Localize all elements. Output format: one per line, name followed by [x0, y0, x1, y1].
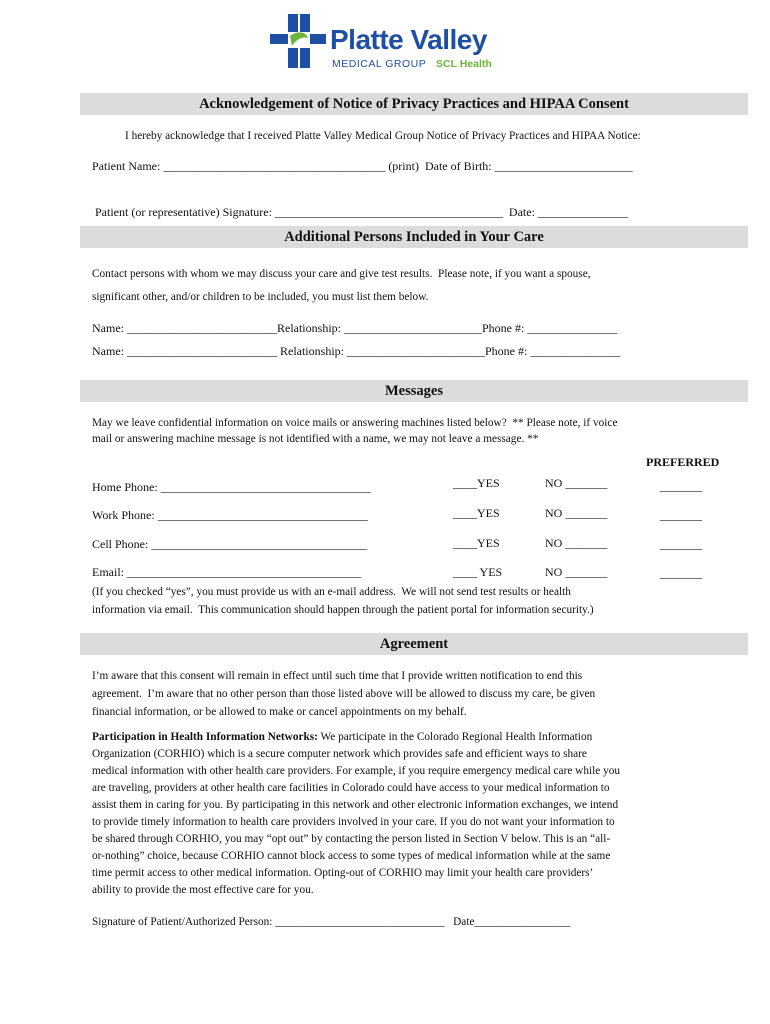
cell-phone-field[interactable]: Cell Phone: ____________________________________ [92, 537, 368, 551]
home-phone-preferred[interactable]: _______ [660, 479, 702, 493]
messages-question-2: mail or answering machine message is not identified with a name, we may not leave a message. ** [92, 433, 539, 445]
agreement-line: I’m aware that this consent will remain in effect until such time that I provide written notification to end this [92, 670, 583, 682]
hin-line: are traveling, providers at other health care facilities in Colorado could have access to your medical information to [92, 782, 610, 794]
work-phone-yes[interactable]: ____YES [453, 506, 500, 520]
logo [268, 12, 508, 72]
ack-statement: I hereby acknowledge that I received Platte Valley Medical Group Notice of Privacy Practices and HIPAA Notice: [125, 130, 641, 142]
cell-phone-no[interactable]: NO _______ [545, 536, 608, 550]
patient-signature-field[interactable]: Patient (or representative) Signature: ______________________________________ Date: _______________ [95, 205, 628, 219]
contact-person-row[interactable]: Name: _________________________Relationship: _______________________Phone #: _______________ [92, 321, 618, 335]
cross-logo-icon [268, 12, 328, 70]
brand-sub: SCL Health [436, 58, 492, 70]
brand-name: Platte Valley [330, 24, 487, 55]
agreement-line: agreement. I’m aware that no other person than those listed above will be allowed to discuss my care, be given [92, 688, 596, 700]
hin-line: assist them in caring for you. By participating in this network and other electronic information exchanges, we intend [92, 799, 619, 811]
hin-line: Organization (CORHIO) which is a secure computer network which provides safe and efficient ways to share [92, 748, 587, 760]
patient-name-field[interactable]: Patient Name: _____________________________________ (print) Date of Birth: _______________________ [92, 159, 633, 173]
work-phone-no[interactable]: NO _______ [545, 506, 608, 520]
brand-group: MEDICAL GROUP [332, 58, 427, 70]
hin-line: or-nothing” choice, because CORHIO cannot block access to some types of medical information while at the same [92, 850, 611, 862]
contact-person-row[interactable]: Name: _________________________ Relationship: _______________________Phone #: _______________ [92, 344, 621, 358]
work-phone-field[interactable]: Work Phone: ___________________________________ [92, 508, 368, 522]
messages-question-1: May we leave confidential information on voice mails or answering machines listed below? ** Please note, if voice [92, 417, 618, 429]
agreement-line: financial information, or be allowed to make or cancel appointments on my behalf. [92, 706, 467, 718]
cell-phone-yes[interactable]: ____YES [453, 536, 500, 550]
persons-intro-2: significant other, and/or children to be included, you must list them below. [92, 291, 429, 303]
email-field[interactable]: Email: _______________________________________ [92, 565, 361, 579]
persons-title: Additional Persons Included in Your Care [80, 226, 748, 248]
email-preferred[interactable]: _______ [660, 566, 702, 580]
home-phone-no[interactable]: NO _______ [545, 476, 608, 490]
work-phone-preferred[interactable]: _______ [660, 508, 702, 522]
agreement-title: Agreement [80, 633, 748, 655]
home-phone-field[interactable]: Home Phone: ___________________________________ [92, 480, 371, 494]
email-yes[interactable]: ____ YES [453, 565, 503, 579]
preferred-header: PREFERRED [646, 455, 720, 469]
hin-heading: Participation in Health Information Networks: [92, 731, 318, 743]
home-phone-yes[interactable]: ____YES [453, 476, 500, 490]
email-note-2: information via email. This communication should happen through the patient portal for information security.) [92, 604, 594, 616]
cell-phone-preferred[interactable]: _______ [660, 537, 702, 551]
hin-line: to provide timely information to health care providers involved in your care. If you do not want your information to [92, 816, 615, 828]
hin-first-text: We participate in the Colorado Regional Health Information [317, 731, 593, 743]
hin-first-line [92, 731, 592, 743]
hin-line: medical information with other health care providers. For example, if you require emergency medical care while you [92, 765, 621, 777]
email-note-1: (If you checked “yes”, you must provide us with an e-mail address. We will not send test results or health [92, 586, 571, 598]
hin-line: ability to provide the most effective care for you. [92, 884, 314, 896]
hin-line: time permit access to other medical information. Opting-out of CORHIO may limit your health care providers’ [92, 867, 594, 879]
hin-line: be shared through CORHIO, you may “opt out” by contacting the person listed in Section V below. This is an “all- [92, 833, 611, 845]
email-no[interactable]: NO _______ [545, 565, 608, 579]
authorized-signature-field[interactable]: Signature of Patient/Authorized Person: ______________________________ Date_________________ [92, 916, 571, 928]
ack-title: Acknowledgement of Notice of Privacy Practices and HIPAA Consent [80, 93, 748, 115]
persons-intro-1: Contact persons with whom we may discuss your care and give test results. Please note, if you want a spouse, [92, 268, 591, 280]
messages-title: Messages [80, 380, 748, 402]
